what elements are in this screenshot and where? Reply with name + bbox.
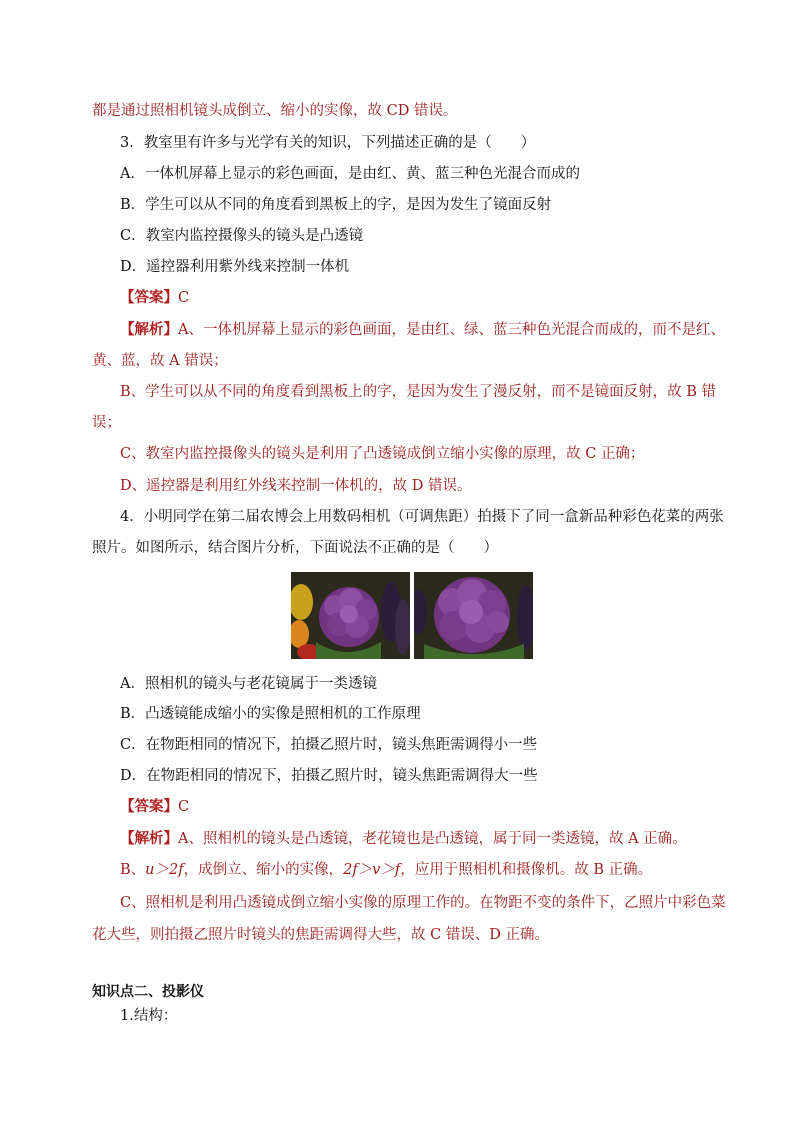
q4-analysis-a: 【解析】A、照相机的镜头是凸透镜，老花镜也是凸透镜，属于同一类透镜，故 A 正确。	[120, 830, 687, 847]
q4-stem-line-2: 照片。如图所示，结合图片分析，下面说法不正确的是（ ）	[92, 540, 498, 556]
q4-analysis-c-line-1: C、照相机是利用凸透镜成倒立缩小实像的原理工作的。在物距不变的条件下，乙照片中彩色菜	[120, 895, 726, 911]
cauliflower-photos	[291, 572, 533, 659]
q3-analysis-line-4: 误；	[92, 415, 121, 431]
q4-option-a: A．照相机的镜头与老花镜属于一类透镜	[120, 676, 377, 692]
q3-analysis-line-1: 【解析】A、一体机屏幕上显示的彩色画面，是由红、绿、蓝三种色光混合而成的，而不是红、	[120, 321, 725, 338]
q3-analysis-line-2: 黄、蓝，故 A 错误；	[92, 353, 228, 369]
q4-answer-value: C	[178, 799, 190, 815]
photo-jia	[291, 572, 410, 659]
q3-option-b: B．学生可以从不同的角度看到黑板上的字，是因为发生了镜面反射	[120, 197, 552, 213]
q3-analysis-label: 【解析】	[120, 321, 178, 338]
section-title: 知识点二、投影仪	[92, 984, 204, 1000]
section-item-1: 1.结构：	[120, 1008, 178, 1024]
q4-option-c: C．在物距相同的情况下，拍摄乙照片时，镜头焦距需调得小一些	[120, 737, 538, 753]
q4-answer-label: 【答案】	[120, 798, 178, 815]
q4-analysis-label: 【解析】	[120, 830, 178, 847]
q4-analysis-c-line-2: 花大些，则拍摄乙照片时镜头的焦距需调得大些，故 C 错误、D 正确。	[92, 927, 550, 943]
q3-option-d: D．遥控器利用紫外线来控制一体机	[120, 259, 350, 275]
q3-option-a: A．一体机屏幕上显示的彩色画面，是由红、黄、蓝三种色光混合而成的	[120, 166, 580, 182]
q4-answer	[120, 797, 189, 817]
q4-stem-line-1: 4．小明同学在第二届农博会上用数码相机（可调焦距）拍摄下了同一盒新品种彩色花菜的两张	[120, 509, 724, 525]
q4-analysis-b: B、u＞2f，成倒立、缩小的实像，2f＞v＞f，应用于照相机和摄像机。故 B 正确。	[120, 862, 653, 878]
q3-analysis-line-3: B、学生可以从不同的角度看到黑板上的字，是因为发生了漫反射，而不是镜面反射，故 B 错	[120, 384, 717, 400]
q3-stem: 3．教室里有许多与光学有关的知识，下列描述正确的是（ ）	[120, 135, 536, 151]
q3-answer-value: C	[178, 290, 190, 306]
previous-analysis-tail: 都是通过照相机镜头成倒立、缩小的实像，故 CD 错误。	[92, 103, 458, 119]
q3-answer	[120, 288, 189, 308]
q3-answer-label: 【答案】	[120, 289, 178, 306]
photo-yi	[414, 572, 533, 659]
q3-analysis-line-6: D、遥控器是利用红外线来控制一体机的，故 D 错误。	[120, 478, 472, 494]
condition-u-gt-2f: u＞2f	[145, 862, 184, 878]
condition-2f-gt-v-gt-f: 2f＞v＞f	[343, 862, 401, 878]
q3-option-c: C．教室内监控摄像头的镜头是凸透镜	[120, 228, 364, 244]
q4-option-b: B．凸透镜能成缩小的实像是照相机的工作原理	[120, 706, 421, 722]
q4-option-d: D．在物距相同的情况下，拍摄乙照片时，镜头焦距需调得大一些	[120, 768, 538, 784]
q3-analysis-line-5: C、教室内监控摄像头的镜头是利用了凸透镜成倒立缩小实像的原理，故 C 正确；	[120, 446, 645, 462]
